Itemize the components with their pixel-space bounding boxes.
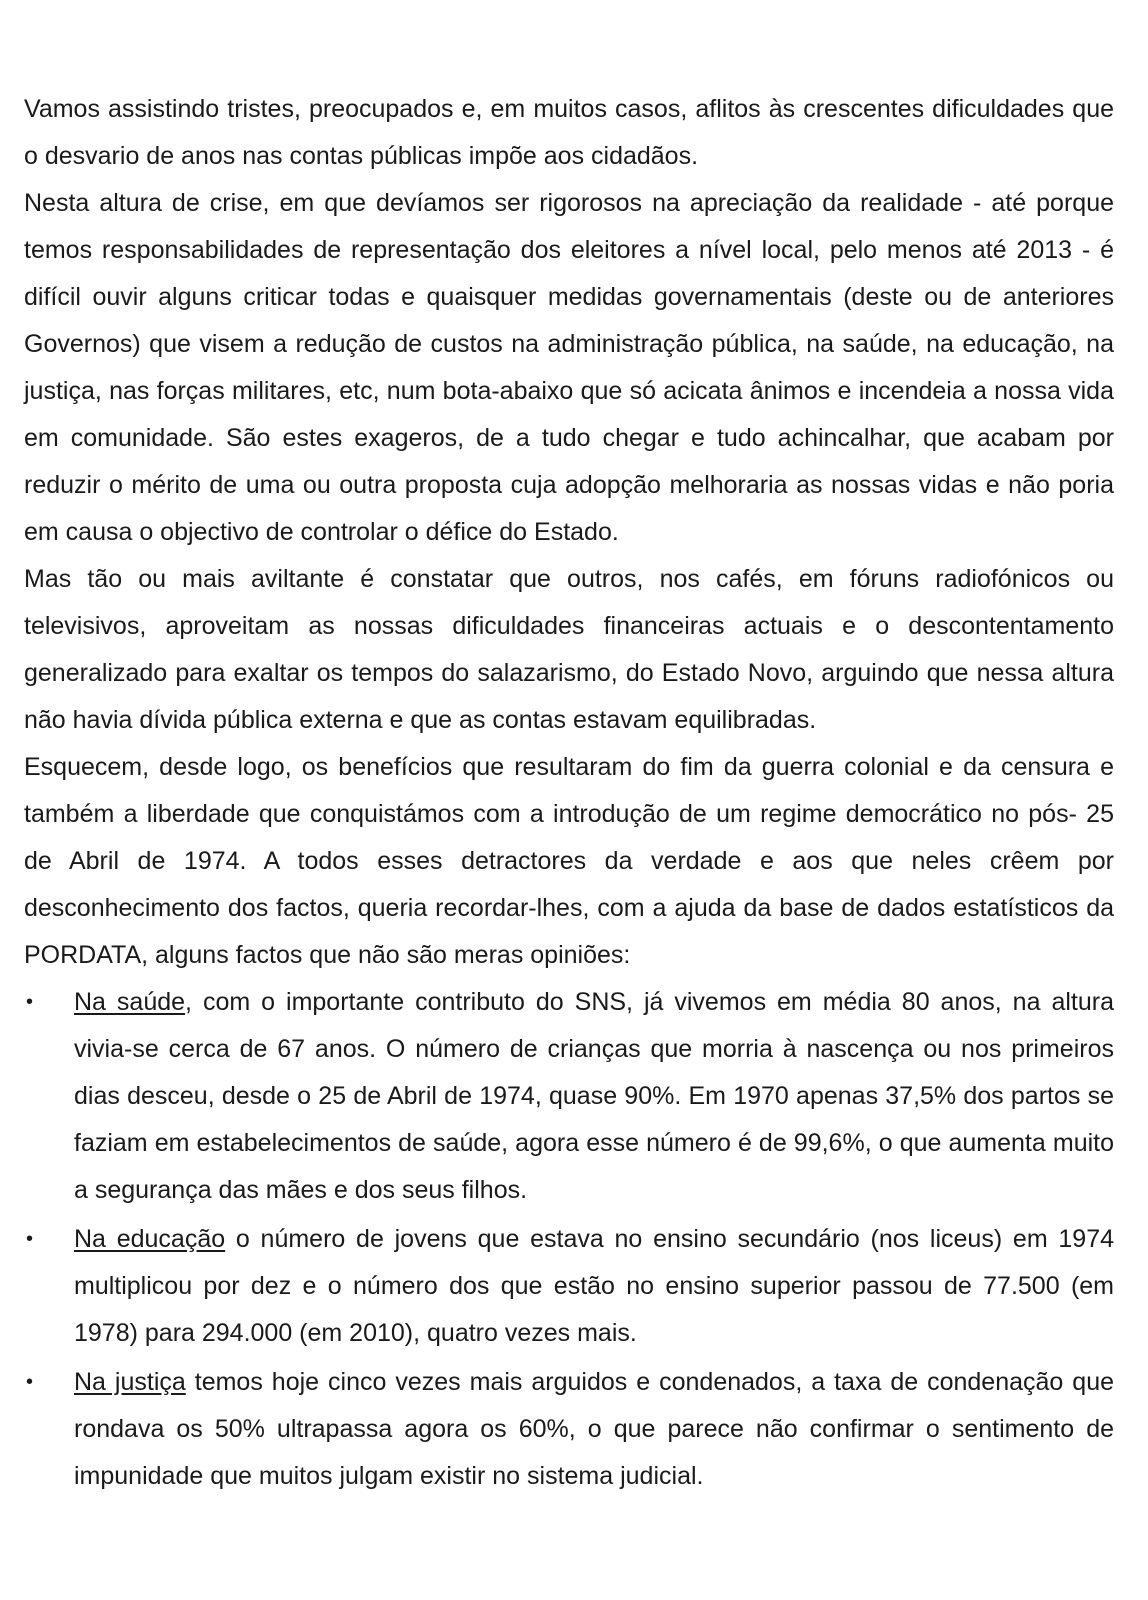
paragraph-crisis: Nesta altura de crise, em que devíamos ser rigorosos na apreciação da realidade - até porque temos responsabilidades de representação dos eleitores a nível local, pelo menos até 2013 - é difícil ouvir alguns criticar todas e quaisquer medidas governamentais (deste ou de anteriores Governos) que visem a redução de custos na administração pública, na saúde, na educação, na justiça, nas forças militares, etc, num bota-abaixo que só acicata ânimos e incendeia a nossa vida em comunidade. São estes exageros, de a tudo chegar e tudo achincalhar, que acabam por reduzir o mérito de uma ou outra proposta cuja adopção melhoraria as nossas vidas e não poria em causa o objectivo de controlar o défice do Estado. xyxy=(24,189,1114,546)
list-item-lead: Na educação xyxy=(74,1225,226,1253)
list-item-text: temos hoje cinco vezes mais arguidos e condenados, a taxa de condenação que rondava os 50% ultrapassa agora os 60%, o que parece não confirmar o sentimento de impunidade que muitos julgam existir no sistema judicial. xyxy=(74,1368,1115,1490)
paragraph-opening: Vamos assistindo tristes, preocupados e, em muitos casos, aflitos às crescentes dificuldades que o desvario de anos nas contas públicas impõe aos cidadãos. xyxy=(24,95,1114,170)
paragraph-salazarism: Mas tão ou mais aviltante é constatar que outros, nos cafés, em fóruns radiofónicos ou televisivos, aproveitam as nossas dificuldades financeiras actuais e o descontentamento generalizado para exaltar os tempos do salazarismo, do Estado Novo, arguindo que nessa altura não havia dívida pública externa e que as contas estavam equilibradas. xyxy=(24,565,1114,734)
bullet-icon: • xyxy=(26,1371,34,1393)
list-item-text: , com o importante contributo do SNS, já vivemos em média 80 anos, na altura vivia-se cerca de 67 anos. O número de crianças que morria à nascença ou nos primeiros dias desceu, desde o 25 de Abril de 1974, quase 90%. Em 1970 apenas 37,5% dos partos se faziam em estabelecimentos de saúde, agora esse número é de 99,6%, o que aumenta muito a segurança das mães e dos seus filhos. xyxy=(74,988,1114,1204)
bullet-icon: • xyxy=(26,991,34,1013)
paragraph-democracy: Esquecem, desde logo, os benefícios que resultaram do fim da guerra colonial e da censura e também a liberdade que conquistámos com a introdução de um regime democrático no pós- 25 de Abril de 1974. A todos esses detractores da verdade e aos que neles crêem por desconhecimento dos factos, queria recordar-lhes, com a ajuda da base de dados estatísticos da PORDATA, alguns factos que não são meras opiniões: xyxy=(24,753,1114,969)
list-item-lead: Na justiça xyxy=(74,1368,186,1396)
bullet-icon: • xyxy=(26,1228,34,1250)
list-item-health xyxy=(24,979,1114,1214)
list-item-justice xyxy=(24,1359,1114,1500)
document-page xyxy=(24,86,1114,1500)
list-item-education xyxy=(24,1216,1114,1357)
facts-list xyxy=(24,979,1114,1500)
list-item-lead: Na saúde xyxy=(74,988,186,1016)
list-item-text: o número de jovens que estava no ensino secundário (nos liceus) em 1974 multiplicou por dez e o número dos que estão no ensino superior passou de 77.500 (em 1978) para 294.000 (em 2010), quatro vezes mais. xyxy=(74,1225,1115,1347)
